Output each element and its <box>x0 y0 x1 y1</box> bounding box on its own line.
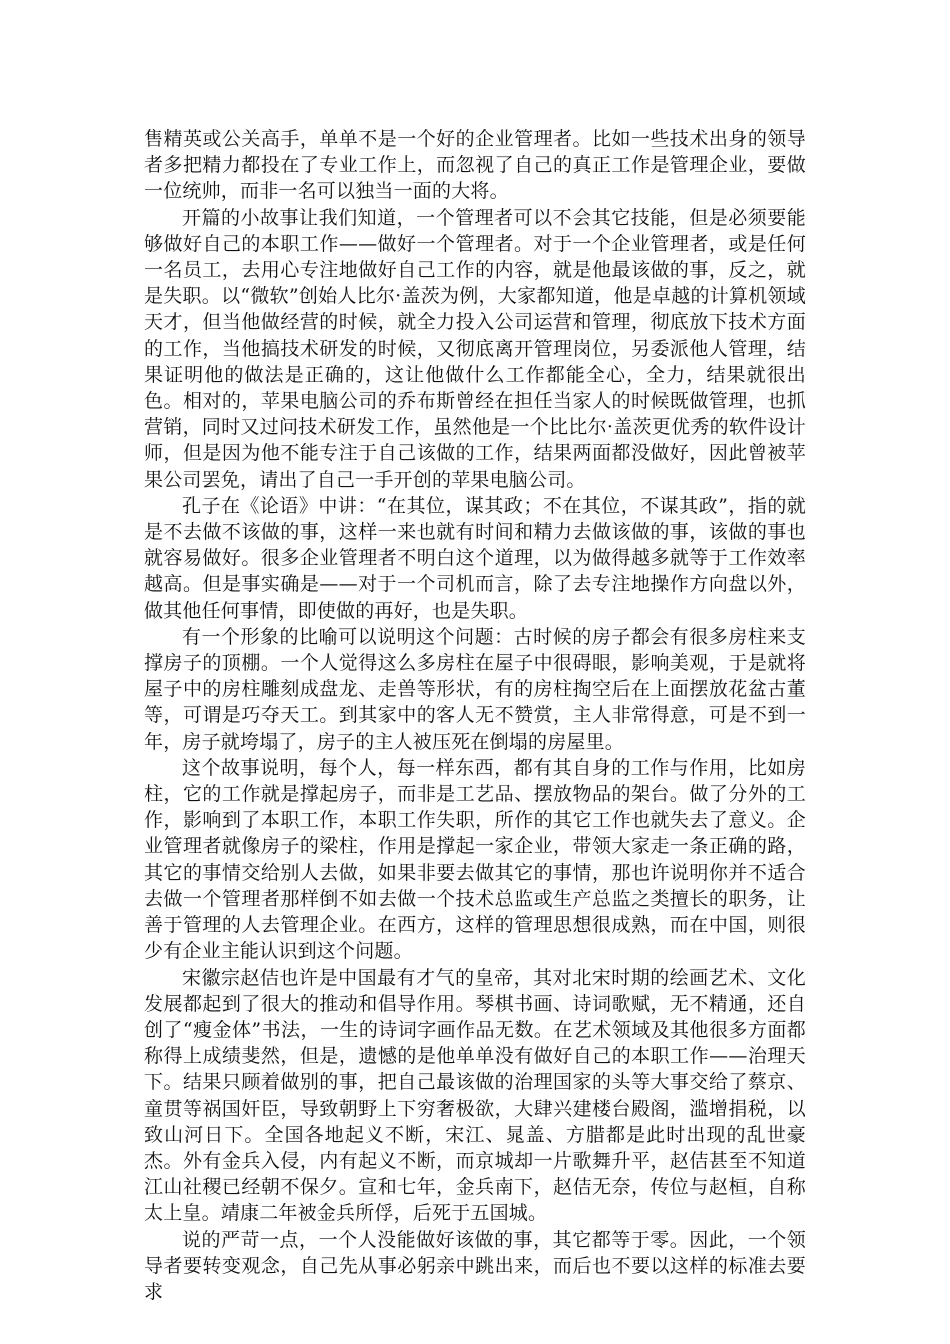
paragraph-2: 开篇的小故事让我们知道，一个管理者可以不会其它技能，但是必须要能够做好自己的本职工作——做好一个管理者。对于一个企业管理者，或是任何一名员工，去用心专注地做好自己工作的内容，就是他最该做的事，反之，就是失职。以“微软”创始人比尔·盖茨为例，大家都知道，他是卓越的计算机领域天才，但当他做经营的时候，就全力投入公司运营和管理，彻底放下技术方面的工作，当他搞技术研发的时候，又彻底离开管理岗位，另委派他人管理，结果证明他的做法是正确的，这让他做什么工作都能全心，全力，结果就很出色。相对的，苹果电脑公司的乔布斯曾经在担任当家人的时候既做管理，也抓营销，同时又过问技术研发工作，虽然他是一个比比尔·盖茨更优秀的软件设计师，但是因为他不能专注于自己该做的工作，结果两面都没做好，因此曾被苹果公司罢免，请出了自己一手开创的苹果电脑公司。 <box>144 206 806 491</box>
paragraph-4: 有一个形象的比喻可以说明这个问题：古时候的房子都会有很多房柱来支撑房子的顶棚。一个人觉得这么多房柱在屋子中很碍眼，影响美观，于是就将屋子中的房柱雕刻成盘龙、走兽等形状，有的房柱掏空后在上面摆放花盆古董等，可谓是巧夺天工。到其家中的客人无不赞赏，主人非常得意，可是不到一年，房子就垮塌了，房子的主人被压死在倒塌的房屋里。 <box>144 625 806 753</box>
document-page <box>144 126 806 1305</box>
paragraph-5: 这个故事说明，每个人，每一样东西，都有其自身的工作与作用，比如房柱，它的工作就是撑起房子，而非是工艺品、摆放物品的架台。做了分外的工作，影响到了本职工作，本职工作失职，所作的其它工作也就失去了意义。企业管理者就像房子的梁柱，作用是撑起一家企业，带领大家走一条正确的路，其它的事情交给别人去做，如果非要去做其它的事情，那也许说明你并不适合去做一个管理者那样倒不如去做一个技术总监或生产总监之类擅长的职务，让善于管理的人去管理企业。在西方，这样的管理思想很成熟，而在中国，则很少有企业主能认识到这个问题。 <box>144 756 806 963</box>
paragraph-7: 说的严苛一点，一个人没能做好该做的事，其它都等于零。因此，一个领导者要转变观念，自己先从事必躬亲中跳出来，而后也不要以这样的标准去要求 <box>144 1228 806 1303</box>
paragraph-6: 宋徽宗赵佶也许是中国最有才气的皇帝，其对北宋时期的绘画艺术、文化发展都起到了很大的推动和倡导作用。琴棋书画、诗词歌赋，无不精通，还自创了“瘦金体”书法，一生的诗词字画作品无数。在艺术领域及其他很多方面都称得上成绩斐然，但是，遗憾的是他单单没有做好自己的本职工作——治理天下。结果只顾着做别的事，把自己最该做的治理国家的头等大事交给了蔡京、童贯等祸国奸臣，导致朝野上下穷奢极欲，大肆兴建楼台殿阁，滥增捐税，以致山河日下。全国各地起义不断，宋江、晁盖、方腊都是此时出现的乱世豪杰。外有金兵入侵，内有起义不断，而京城却一片歌舞升平，赵佶甚至不知道江山社稷已经朝不保夕。宣和七年，金兵南下，赵佶无奈，传位与赵桓，自称太上皇。靖康二年被金兵所俘，后死于五国城。 <box>144 966 806 1225</box>
paragraph-3: 孔子在《论语》中讲：“在其位，谋其政；不在其位，不谋其政”，指的就是不去做不该做的事，这样一来也就有时间和精力去做该做的事，该做的事也就容易做好。很多企业管理者不明白这个道理，以为做得越多就等于工作效率越高。但是事实确是——对于一个司机而言，除了去专注地操作方向盘以外，做其他任何事情，即使做的再好，也是失职。 <box>144 494 806 622</box>
paragraph-1: 售精英或公关高手，单单不是一个好的企业管理者。比如一些技术出身的领导者多把精力都投在了专业工作上，而忽视了自己的真正工作是管理企业，要做一位统帅，而非一名可以独当一面的大将。 <box>144 128 806 203</box>
